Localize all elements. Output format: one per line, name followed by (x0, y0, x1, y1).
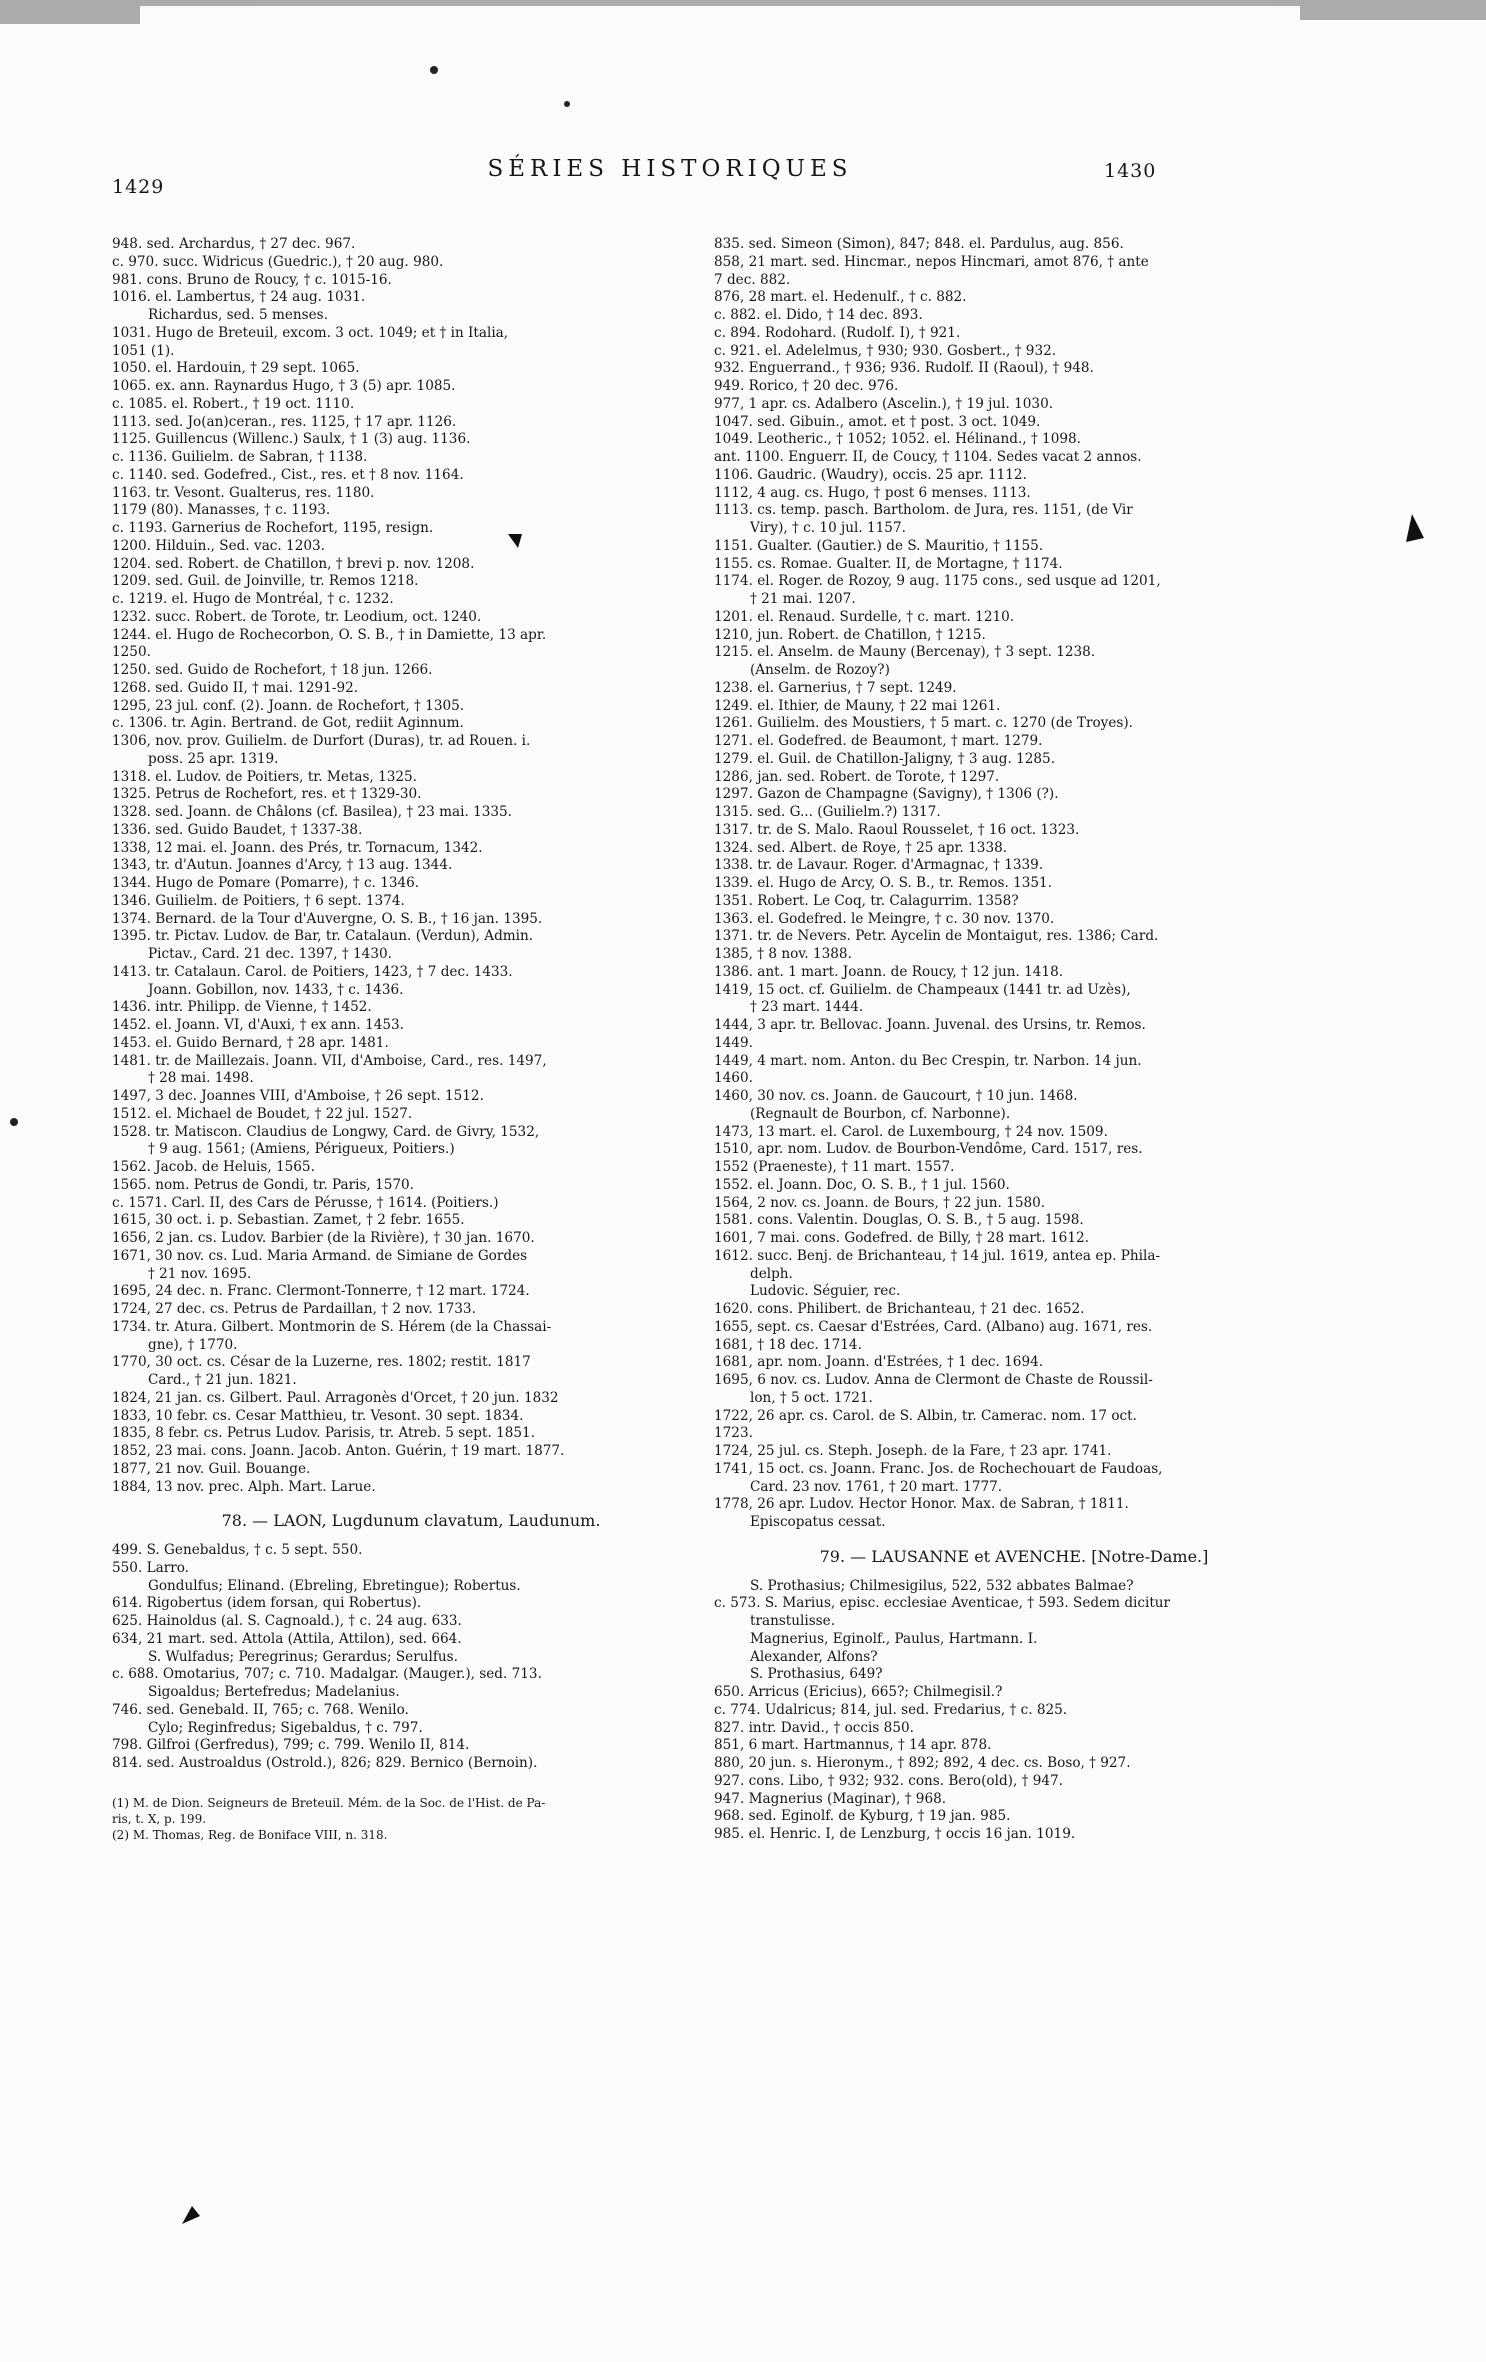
list-item: 851, 6 mart. Hartmannus, † 14 apr. 878. (714, 1737, 992, 1754)
list-item: 1564, 2 nov. cs. Joann. de Bours, † 22 jun. 1580. (714, 1194, 1046, 1211)
list-item: 1374. Bernard. de la Tour d'Auvergne, O. S. B., † 16 jan. 1395. (112, 910, 543, 927)
list-item: 1155. cs. Romae. Gualter. II, de Mortagne, † 1174. (714, 555, 1063, 572)
list-item: Richardus, sed. 5 menses. (148, 307, 328, 323)
list-item: c. 573. S. Marius, episc. ecclesiae Aventicae, † 593. Sedem dicitur (714, 1595, 1171, 1612)
laon-bishops-list (112, 1542, 710, 1773)
list-item: 1615, 30 oct. i. p. Sebastian. Zamet, † 2 febr. 1655. (112, 1212, 465, 1229)
left-page-number: 1429 (112, 176, 165, 198)
laon-bishops-list-continued (714, 236, 1314, 1532)
list-item: 499. S. Genebaldus, † c. 5 sept. 550. (112, 1542, 363, 1558)
list-item: 932. Enguerrand., † 936; 936. Rudolf. II (Raoul), † 948. (714, 360, 1094, 377)
list-item: 1047. sed. Gibuin., amot. et † post. 3 oct. 1049. (714, 413, 1041, 430)
list-item: 1601, 7 mai. cons. Godefred. de Billy, † 28 mart. 1612. (714, 1230, 1089, 1246)
list-item: 1210, jun. Robert. de Chatillon, † 1215. (714, 626, 986, 643)
list-item: 1371. tr. de Nevers. Petr. Aycelin de Montaigut, res. 1386; Card. (714, 928, 1159, 945)
list-item: c. 1136. Guilielm. de Sabran, † 1138. (112, 449, 368, 465)
list-item: 1295, 23 jul. conf. (2). Joann. de Rochefort, † 1305. (112, 697, 465, 714)
list-item: 1065. ex. ann. Raynardus Hugo, † 3 (5) apr. 1085. (112, 378, 456, 394)
list-item: (Regnault de Bourbon, cf. Narbonne). (750, 1105, 1011, 1122)
list-item: 1724, 25 jul. cs. Steph. Joseph. de la Fare, † 23 apr. 1741. (714, 1443, 1112, 1459)
list-item: 1852, 23 mai. cons. Joann. Jacob. Anton. Guérin, † 19 mart. 1877. (112, 1443, 565, 1459)
list-item: c. 1193. Garnerius de Rochefort, 1195, resign. (112, 520, 434, 536)
list-item: 1770, 30 oct. cs. César de la Luzerne, res. 1802; restit. 1817 (112, 1354, 531, 1371)
list-item: S. Wulfadus; Peregrinus; Gerardus; Serulfus. (148, 1648, 458, 1665)
list-item: 1386. ant. 1 mart. Joann. de Roucy, † 12 jun. 1418. (714, 963, 1064, 980)
list-item: 1681, † 18 dec. 1714. (714, 1336, 862, 1353)
list-item: Magnerius, Eginolf., Paulus, Hartmann. I. (750, 1630, 1038, 1647)
list-item: 1125. Guillencus (Willenc.) Saulx, † 1 (3) aug. 1136. (112, 431, 471, 448)
list-item: 1209. sed. Guil. de Joinville, tr. Remos 1218. (112, 573, 419, 590)
list-item: 1877, 21 nov. Guil. Bouange. (112, 1460, 311, 1477)
list-item: 1112, 4 aug. cs. Hugo, † post 6 menses. 1113. (714, 484, 1031, 501)
list-item: 1325. Petrus de Rochefort, res. et † 1329-30. (112, 786, 422, 803)
list-item: 876, 28 mart. el. Hedenulf., † c. 882. (714, 289, 967, 306)
list-item: 949. Rorico, † 20 dec. 976. (714, 378, 899, 394)
ink-blot-icon (182, 2206, 200, 2224)
list-item: 1565. nom. Petrus de Gondi, tr. Paris, 1570. (112, 1176, 414, 1193)
scan-speck-icon (564, 101, 570, 107)
list-item: 1215. el. Anselm. de Mauny (Bercenay), † 3 sept. 1238. (714, 644, 1096, 661)
list-item: 1473, 13 mart. el. Carol. de Luxembourg, † 24 nov. 1509. (714, 1123, 1108, 1140)
list-item: Viry), † c. 10 jul. 1157. (750, 520, 906, 536)
list-item: 1317. tr. de S. Malo. Raoul Rousselet, † 16 oct. 1323. (714, 821, 1080, 838)
list-item: 981. cons. Bruno de Roucy, † c. 1015-16. (112, 271, 392, 288)
list-item: c. 1219. el. Hugo de Montréal, † c. 1232. (112, 591, 394, 607)
list-item: 1395. tr. Pictav. Ludov. de Bar, tr. Catalaun. (Verdun), Admin. (112, 928, 534, 945)
list-item: 1460, 30 nov. cs. Joann. de Gaucourt, † 10 jun. 1468. (714, 1088, 1078, 1104)
list-item: 1528. tr. Matiscon. Claudius de Longwy, Card. de Givry, 1532, (112, 1123, 540, 1140)
list-item: 7 dec. 882. (714, 271, 791, 288)
right-column (714, 236, 1314, 1844)
left-column (112, 236, 710, 1843)
list-item: Ludovic. Séguier, rec. (750, 1283, 901, 1300)
list-item: 1824, 21 jan. cs. Gilbert. Paul. Arragonès d'Orcet, † 20 jun. 1832 (112, 1389, 559, 1406)
lausanne-bishops-list (714, 1578, 1314, 1844)
laon-heading: 78. — LAON, Lugdunum clavatum, Laudunum. (221, 1511, 601, 1531)
list-item: 1179 (80). Manasses, † c. 1193. (112, 502, 331, 519)
list-item: † 21 mai. 1207. (750, 591, 856, 607)
list-item: 1510, apr. nom. Ludov. de Bourbon-Vendôme, Card. 1517, res. (714, 1141, 1143, 1158)
list-item: 1174. el. Roger. de Rozoy, 9 aug. 1175 cons., sed usque ad 1201, (714, 573, 1161, 590)
list-item: 1286, jan. sed. Robert. de Torote, † 1297. (714, 768, 1000, 785)
list-item: 1681, apr. nom. Joann. d'Estrées, † 1 dec. 1694. (714, 1354, 1044, 1371)
list-item: 634, 21 mart. sed. Attola (Attila, Attilon), sed. 664. (112, 1630, 462, 1647)
list-item: 1244. el. Hugo de Rochecorbon, O. S. B., † in Damiette, 13 apr. (112, 626, 547, 643)
scan-speck-icon (10, 1118, 18, 1126)
list-item: † 28 mai. 1498. (148, 1070, 254, 1087)
list-item: Card., † 21 jun. 1821. (148, 1372, 297, 1388)
list-item: 1238. el. Garnerius, † 7 sept. 1249. (714, 679, 957, 696)
list-item: 835. sed. Simeon (Simon), 847; 848. el. Pardulus, aug. 856. (714, 236, 1124, 252)
list-item: 1200. Hilduin., Sed. vac. 1203. (112, 537, 325, 554)
list-item: c. 688. Omotarius, 707; c. 710. Madalgar. (Mauger.), sed. 713. (112, 1666, 542, 1683)
list-item: 1279. el. Guil. de Chatillon-Jaligny, † 3 aug. 1285. (714, 750, 1056, 767)
list-item: 1581. cons. Valentin. Douglas, O. S. B., † 5 aug. 1598. (714, 1212, 1084, 1229)
list-item: Sigoaldus; Bertefredus; Madelanius. (148, 1684, 400, 1700)
scan-speck-icon (430, 66, 438, 74)
list-item: 1261. Guilielm. des Moustiers, † 5 mart. c. 1270 (de Troyes). (714, 715, 1133, 732)
list-item: 625. Hainoldus (al. S. Cagnoald.), † c. 24 aug. 633. (112, 1613, 462, 1629)
list-item: 798. Gilfroi (Gerfredus), 799; c. 799. Wenilo II, 814. (112, 1737, 470, 1754)
list-item: Cylo; Reginfredus; Sigebaldus, † c. 797. (148, 1719, 423, 1736)
list-item: (Anselm. de Rozoy?) (750, 662, 890, 678)
list-item: 550. Larro. (112, 1559, 189, 1576)
list-item: 1413. tr. Catalaun. Carol. de Poitiers, 1423, † 7 dec. 1433. (112, 963, 513, 980)
list-item: † 23 mart. 1444. (750, 999, 864, 1016)
list-item: 1444, 3 apr. tr. Bellovac. Joann. Juvenal. des Ursins, tr. Remos. (714, 1017, 1146, 1033)
list-item: 1695, 24 dec. n. Franc. Clermont-Tonnerre, † 12 mart. 1724. (112, 1283, 530, 1300)
list-item: c. 894. Rodohard. (Rudolf. I), † 921. (714, 324, 961, 341)
list-item: 827. intr. David., † occis 850. (714, 1719, 914, 1736)
list-item: 1338. tr. de Lavaur. Roger. d'Armagnac, † 1339. (714, 857, 1044, 874)
list-item: 1113. cs. temp. pasch. Bartholom. de Jura, res. 1151, (de Vir (714, 502, 1133, 519)
list-item: Gondulfus; Elinand. (Ebreling, Ebretingue); Robertus. (148, 1577, 521, 1594)
list-item: 1436. intr. Philipp. de Vienne, † 1452. (112, 999, 372, 1016)
list-item: c. 882. el. Dido, † 14 dec. 893. (714, 307, 923, 323)
list-item: 1419, 15 oct. cf. Guilielm. de Champeaux (1441 tr. ad Uzès), (714, 981, 1131, 998)
list-item: 1306, nov. prov. Guilielm. de Durfort (Duras), tr. ad Rouen. i. (112, 733, 531, 749)
list-item: poss. 25 apr. 1319. (148, 750, 279, 767)
list-item: 1385, † 8 nov. 1388. (714, 946, 852, 962)
list-item: 1016. el. Lambertus, † 24 aug. 1031. (112, 289, 366, 306)
list-item: 1363. el. Godefred. le Meingre, † c. 30 nov. 1370. (714, 910, 1055, 927)
list-item: 1562. Jacob. de Heluis, 1565. (112, 1159, 315, 1175)
footnote-line: (1) M. de Dion. Seigneurs de Breteuil. Mém. de la Soc. de l'Hist. de Pa- (112, 1795, 546, 1810)
list-item: c. 1571. Carl. II, des Cars de Pérusse, † 1614. (Poitiers.) (112, 1194, 499, 1211)
list-item: Joann. Gobillon, nov. 1433, † c. 1436. (148, 981, 404, 998)
running-head-title: SÉRIES HISTORIQUES (487, 156, 853, 182)
list-item: 1612. succ. Benj. de Brichanteau, † 14 jul. 1619, antea ep. Phila- (714, 1247, 1161, 1264)
list-item: 1271. el. Godefred. de Beaumont, † mart. 1279. (714, 733, 1043, 749)
list-item: 927. cons. Libo, † 932; 932. cons. Bero(old), † 947. (714, 1772, 1063, 1789)
list-item: 1833, 10 febr. cs. Cesar Matthieu, tr. Vesont. 30 sept. 1834. (112, 1407, 524, 1424)
list-item: c. 1140. sed. Godefred., Cist., res. et † 8 nov. 1164. (112, 466, 464, 483)
list-item: 1351. Robert. Le Coq, tr. Calagurrim. 1358? (714, 892, 1019, 909)
list-item: 1481. tr. de Maillezais. Joann. VII, d'Amboise, Card., res. 1497, (112, 1052, 547, 1069)
list-item: 1049. Leotheric., † 1052; 1052. el. Hélinand., † 1098. (714, 431, 1081, 448)
list-item: 1449, 4 mart. nom. Anton. du Bec Crespin, tr. Narbon. 14 jun. (714, 1052, 1142, 1069)
list-item: 1297. Gazon de Champagne (Savigny), † 1306 (?). (714, 786, 1059, 803)
list-item: 858, 21 mart. sed. Hincmar., nepos Hincmari, amot 876, † ante (714, 253, 1149, 270)
ink-blot-icon (1406, 514, 1424, 542)
list-item: 1250. (112, 644, 151, 661)
list-item: 1318. el. Ludov. de Poitiers, tr. Metas, 1325. (112, 768, 417, 785)
footnote-line: (2) M. Thomas, Reg. de Boniface VIII, n. 318. (112, 1827, 388, 1842)
list-item: 746. sed. Genebald. II, 765; c. 768. Wenilo. (112, 1701, 409, 1718)
list-item: 614. Rigobertus (idem forsan, qui Robertus). (112, 1595, 422, 1612)
lausanne-heading: 79. — LAUSANNE et AVENCHE. [Notre-Dame.] (819, 1546, 1209, 1566)
list-item: 1695, 6 nov. cs. Ludov. Anna de Clermont de Chaste de Roussil- (714, 1372, 1153, 1388)
list-item: 1324. sed. Albert. de Roye, † 25 apr. 1338. (714, 839, 1008, 856)
list-item: c. 921. el. Adelelmus, † 930; 930. Gosbert., † 932. (714, 342, 1057, 359)
right-page-number: 1430 (1104, 160, 1157, 182)
list-item: 1249. el. Ithier, de Mauny, † 22 mai 1261. (714, 697, 1001, 714)
list-item: 1151. Gualter. (Gautier.) de S. Mauritio, † 1155. (714, 537, 1044, 554)
list-item: 968. sed. Eginolf. de Kyburg, † 19 jan. 985. (714, 1808, 1011, 1825)
list-item: 1050. el. Hardouin, † 29 sept. 1065. (112, 360, 360, 377)
list-item: 1031. Hugo de Breteuil, excom. 3 oct. 1049; et † in Italia, (112, 324, 509, 341)
list-item: 1201. el. Renaud. Surdelle, † c. mart. 1210. (714, 608, 1015, 625)
list-item: 1113. sed. Jo(an)ceran., res. 1125, † 17 apr. 1126. (112, 413, 457, 430)
list-item: 1835, 8 febr. cs. Petrus Ludov. Parisis, tr. Atreb. 5 sept. 1851. (112, 1425, 536, 1442)
list-item: 1497, 3 dec. Joannes VIII, d'Amboise, † 26 sept. 1512. (112, 1088, 484, 1104)
list-item: 1655, sept. cs. Caesar d'Estrées, Card. (Albano) aug. 1671, res. (714, 1318, 1153, 1335)
list-item: transtulisse. (750, 1613, 836, 1629)
list-item: 1724, 27 dec. cs. Petrus de Pardaillan, † 2 nov. 1733. (112, 1301, 476, 1317)
list-item: 947. Magnerius (Maginar), † 968. (714, 1790, 947, 1807)
list-item: 1453. el. Guido Bernard, † 28 apr. 1481. (112, 1034, 389, 1051)
list-item: 1460. (714, 1070, 753, 1087)
list-item: 880, 20 jun. s. Hieronym., † 892; 892, 4 dec. cs. Boso, † 927. (714, 1755, 1131, 1771)
list-item: 1552. el. Joann. Doc, O. S. B., † 1 jul. 1560. (714, 1176, 1010, 1193)
list-item: 977, 1 apr. cs. Adalbero (Ascelin.), † 19 jul. 1030. (714, 395, 1054, 412)
list-item: lon, † 5 oct. 1721. (750, 1389, 873, 1406)
list-item: c. 774. Udalricus; 814, jul. sed. Fredarius, † c. 825. (714, 1701, 1068, 1718)
list-item: † 21 nov. 1695. (148, 1265, 252, 1282)
list-item: 650. Arricus (Ericius), 665?; Chilmegisil.? (714, 1684, 1003, 1700)
list-item: gne), † 1770. (148, 1336, 238, 1353)
reims-bishops-list (112, 236, 710, 1496)
footnotes (112, 1795, 710, 1843)
list-item: c. 970. succ. Widricus (Guedric.), † 20 aug. 980. (112, 253, 444, 270)
list-item: c. 1085. el. Robert., † 19 oct. 1110. (112, 395, 355, 412)
list-item: 1346. Guilielm. de Poitiers, † 6 sept. 1374. (112, 892, 405, 909)
list-item: 1722, 26 apr. cs. Carol. de S. Albin, tr. Camerac. nom. 17 oct. (714, 1407, 1137, 1424)
list-item: 814. sed. Austroaldus (Ostrold.), 826; 829. Bernico (Bernoin). (112, 1755, 538, 1771)
list-item: 1656, 2 jan. cs. Ludov. Barbier (de la Rivière), † 30 jan. 1670. (112, 1230, 535, 1246)
list-item: delph. (750, 1265, 793, 1282)
list-item: 1671, 30 nov. cs. Lud. Maria Armand. de Simiane de Gordes (112, 1247, 528, 1264)
list-item: 1051 (1). (112, 342, 175, 359)
list-item: 1204. sed. Robert. de Chatillon, † brevi p. nov. 1208. (112, 555, 475, 572)
list-item: Episcopatus cessat. (750, 1514, 886, 1530)
list-item: 1452. el. Joann. VI, d'Auxi, † ex ann. 1453. (112, 1017, 404, 1033)
list-item: ant. 1100. Enguerr. II, de Coucy, † 1104. Sedes vacat 2 annos. (714, 449, 1142, 465)
list-item: 1250. sed. Guido de Rochefort, † 18 jun. 1266. (112, 662, 433, 678)
list-item: 1552 (Praeneste), † 11 mart. 1557. (714, 1159, 955, 1175)
list-item: 1336. sed. Guido Baudet, † 1337-38. (112, 821, 363, 838)
list-item: 1734. tr. Atura. Gilbert. Montmorin de S. Hérem (de la Chassai- (112, 1318, 552, 1335)
list-item: 1723. (714, 1425, 753, 1442)
list-item: † 9 aug. 1561; (Amiens, Périgueux, Poitiers.) (148, 1141, 455, 1158)
list-item: 1338, 12 mai. el. Joann. des Prés, tr. Tornacum, 1342. (112, 839, 483, 856)
list-item: 948. sed. Archardus, † 27 dec. 967. (112, 236, 356, 252)
footnote-line: ris, t. X, p. 199. (112, 1811, 207, 1826)
list-item: Card. 23 nov. 1761, † 20 mart. 1777. (750, 1478, 1003, 1495)
list-item: 1778, 26 apr. Ludov. Hector Honor. Max. de Sabran, † 1811. (714, 1496, 1129, 1513)
list-item: c. 1306. tr. Agin. Bertrand. de Got, rediit Aginnum. (112, 715, 464, 732)
list-item: 1741, 15 oct. cs. Joann. Franc. Jos. de Rochechouart de Faudoas, (714, 1460, 1163, 1477)
top-edge-speckle (0, 0, 1486, 24)
list-item: 1344. Hugo de Pomare (Pomarre), † c. 1346. (112, 875, 420, 891)
list-item: 1512. el. Michael de Boudet, † 22 jul. 1527. (112, 1105, 413, 1122)
list-item: 985. el. Henric. I, de Lenzburg, † occis 16 jan. 1019. (714, 1826, 1076, 1842)
list-item: 1163. tr. Vesont. Gualterus, res. 1180. (112, 484, 375, 501)
list-item: Alexander, Alfons? (750, 1648, 878, 1665)
list-item: 1232. succ. Robert. de Torote, tr. Leodium, oct. 1240. (112, 608, 482, 625)
list-item: S. Prothasius, 649? (750, 1666, 883, 1683)
list-item: S. Prothasius; Chilmesigilus, 522, 532 abbates Balmae? (750, 1577, 1134, 1594)
list-item: Pictav., Card. 21 dec. 1397, † 1430. (148, 946, 392, 962)
list-item: 1328. sed. Joann. de Châlons (cf. Basilea), † 23 mai. 1335. (112, 804, 513, 820)
list-item: 1106. Gaudric. (Waudry), occis. 25 apr. 1112. (714, 466, 1027, 483)
list-item: 1268. sed. Guido II, † mai. 1291-92. (112, 679, 359, 696)
list-item: 1884, 13 nov. prec. Alph. Mart. Larue. (112, 1478, 376, 1495)
list-item: 1339. el. Hugo de Arcy, O. S. B., tr. Remos. 1351. (714, 875, 1053, 891)
list-item: 1343, tr. d'Autun. Joannes d'Arcy, † 13 aug. 1344. (112, 857, 453, 874)
list-item: 1315. sed. G... (Guilielm.?) 1317. (714, 804, 941, 820)
list-item: 1620. cons. Philibert. de Brichanteau, † 21 dec. 1652. (714, 1301, 1085, 1317)
list-item: 1449. (714, 1034, 753, 1051)
